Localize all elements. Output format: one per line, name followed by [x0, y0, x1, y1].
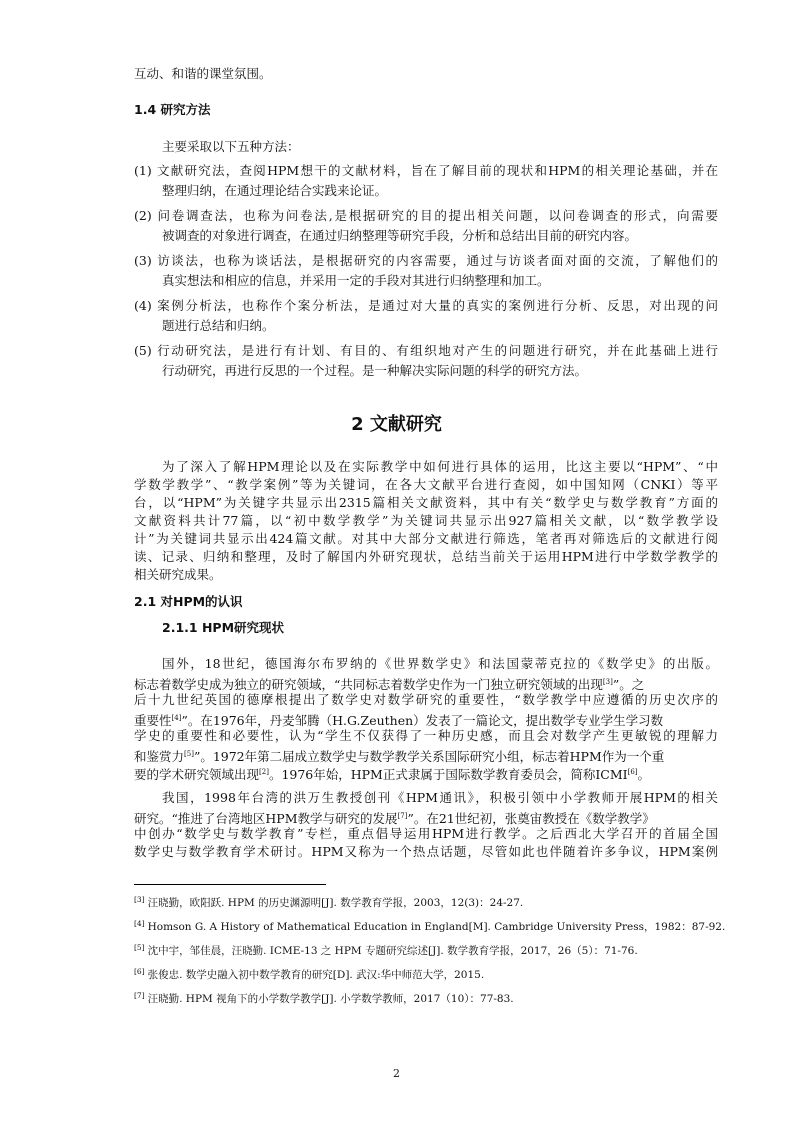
footnote: [134, 893, 523, 910]
footnote-number: [6]: [134, 967, 145, 976]
citation: [2]: [259, 768, 269, 776]
footnote-text: 沈中宇，邹佳晨，汪晓勤. ICME-13 之 HPM 专题研究综述[J]. 数学教育学报，2017，26（5）：71-76.: [147, 945, 638, 957]
body-line: 互动、和谐的课堂氛围。: [134, 66, 272, 81]
body-line: 中创办“数学史与数学教育”专栏，重点倡导运用HPM进行教学。之后西北大学召开的首届全国: [134, 826, 718, 841]
body-line-with-citation: [134, 746, 664, 765]
body-line: 读、记录、归纳和整理，及时了解国内外研究现状，总结当前关于运用HPM进行中学数学教学的: [134, 549, 718, 564]
body-line: 学史的重要性和必要性，认为“学生不仅获得了一种历史感，而且会对数学产生更敏锐的理解力: [134, 728, 718, 743]
text-run: [134, 674, 644, 693]
body-line: 数学史与数学教育学术研讨。HPM又称为一个热点话题，尽管如此也伴随着许多争议，HPM案例: [134, 844, 718, 859]
text-run: ”。之: [612, 677, 645, 693]
body-line: 主要采取以下五种方法：: [162, 139, 300, 154]
list-item: (1) 文献研究法，查阅HPM想干的文献材料，旨在了解目前的现状和HPM的相关理论基础，并在: [134, 163, 718, 178]
text-run: 重要性: [134, 713, 172, 729]
list-item: (3) 访谈法，也称为谈话法，是根据研究的内容需要，通过与访谈者面对面的交流，了解他们的: [134, 253, 718, 268]
section-heading-1-4: 1.4 研究方法: [134, 102, 211, 117]
footnote-number: [3]: [134, 895, 145, 904]
text-run: 研究。“推进了台湾地区HPM教学与研究的发展: [134, 811, 398, 827]
text-run: 和鉴赏力: [134, 749, 185, 765]
text-run: ”。在21世纪初，张奠宙教授在《数学教学》: [407, 811, 655, 827]
body-line: 后十九世纪英国的德摩根提出了数学史对数学研究的重要性，“数学教学中应遵循的历史次序的: [134, 692, 718, 707]
body-line: 为了深入了解HPM理论以及在实际教学中如何进行具体的运用，比这主要以“HPM”、“中: [162, 459, 718, 474]
subsection-heading-2-1-1: 2.1.1 HPM研究现状: [162, 620, 285, 635]
text-run: 要的学术研究领域出现: [134, 767, 260, 783]
body-line-with-citation: [134, 674, 718, 693]
text-run: ”。在1976年，丹麦邹腾（H.G.Zeuthen）发表了一篇论文，提出数学专业学生学习数: [181, 713, 664, 729]
body-line: 台，以“HPM”为关键字共显示出2315篇相关文献资料，其中有关“数学史与数学教育”方面的: [134, 495, 718, 510]
footnote-text: 汪晓勤. HPM 视角下的小学数学教学[J]. 小学数学教师，2017（10）：77-83.: [147, 993, 514, 1005]
body-line: 计”为关键词共显示出424篇文献。对其中大部分文献进行筛选，笔者再对筛选后的文献进行阅: [134, 531, 718, 546]
footnote-separator: [134, 884, 326, 885]
chapter-heading: 2 文献研究: [351, 414, 442, 435]
body-line: 文献资料共计77篇，以“初中数学教学”为关键词共显示出927篇相关文献，以“数学教学设: [134, 513, 718, 528]
footnote-number: [4]: [134, 919, 145, 928]
list-item: (5) 行动研究法，是进行有计划、有目的、有组织地对产生的问题进行研究，并在此基础上进行: [134, 343, 718, 358]
footnote-number: [7]: [134, 991, 145, 1000]
citation: [7]: [397, 812, 408, 820]
text-run: 。1976年始，HPM正式隶属于国际数学教育委员会，简称ICMI: [268, 767, 628, 783]
citation: [3]: [602, 678, 613, 686]
body-line-with-citation: [134, 808, 655, 827]
footnote: [134, 917, 725, 934]
list-item-continuation: 行动研究，再进行反思的一个过程。是一种解决实际问题的科学的研究方法。: [162, 363, 588, 378]
body-line: 相关研究成果。: [134, 567, 222, 582]
citation: [4]: [171, 714, 182, 722]
footnote: [134, 941, 638, 958]
page-number: 2: [393, 1067, 400, 1080]
citation: [5]: [184, 750, 194, 758]
list-item-continuation: 真实想法和相应的信息，并采用一定的手段对其进行归纳整理和加工。: [162, 273, 550, 288]
footnote-text: 张俊忠. 数学史融入初中数学教育的研究[D]. 武汉:华中师范大学，2015.: [147, 969, 485, 981]
body-line: 我国，1998年台湾的洪万生教授创刊《HPM通讯》，积极引领中小学教师开展HPM的相关: [162, 790, 718, 805]
body-line-with-citation: [134, 764, 650, 783]
text-run: ”。1972年第二届成立数学史与数学教学关系国际研究小组，标志着HPM作为一个重: [193, 749, 665, 765]
footnote-text: Homson G. A History of Mathematical Education in England[M]. Cambridge University Press，1982：87-92.: [147, 921, 726, 933]
list-item-continuation: 题进行总结和归纳。: [162, 318, 275, 333]
list-item: (4) 案例分析法，也称作个案分析法，是通过对大量的真实的案例进行分析、反思，对出现的问: [134, 298, 718, 313]
body-line-with-citation: [134, 710, 663, 729]
footnote: [134, 989, 514, 1006]
section-heading-2-1: 2.1 对HPM的认识: [134, 594, 243, 609]
body-line: 学数学教学”、“教学案例”等为关键词，在各大文献平台进行查阅，如中国知网（CNKI）等平: [134, 477, 718, 492]
list-item-continuation: 整理归纳，在通过理论结合实践来论证。: [162, 183, 388, 198]
list-item-continuation: 被调查的对象进行调查，在通过归纳整理等研究手段，分析和总结出目前的研究内容。: [162, 228, 638, 243]
body-line: 国外，18世纪，德国海尔布罗纳的《世界数学史》和法国蒙蒂克拉的《数学史》的出版。: [162, 656, 718, 671]
footnote-text: 汪晓勤，欧阳跃. HPM 的历史渊源明[J]. 数学教育学报，2003，12(3)：24-27.: [147, 897, 524, 909]
citation: [6]: [627, 768, 638, 776]
text-run: 标志着数学史成为独立的研究领域，“共同标志着数学史作为一门独立研究领域的出现: [134, 677, 603, 693]
list-item: (2) 问卷调查法，也称为问卷法,是根据研究的目的提出相关问题，以问卷调查的形式，向需要: [134, 208, 718, 223]
text-run: 。: [637, 767, 651, 783]
footnote: [134, 965, 484, 982]
footnote-number: [5]: [134, 943, 145, 952]
